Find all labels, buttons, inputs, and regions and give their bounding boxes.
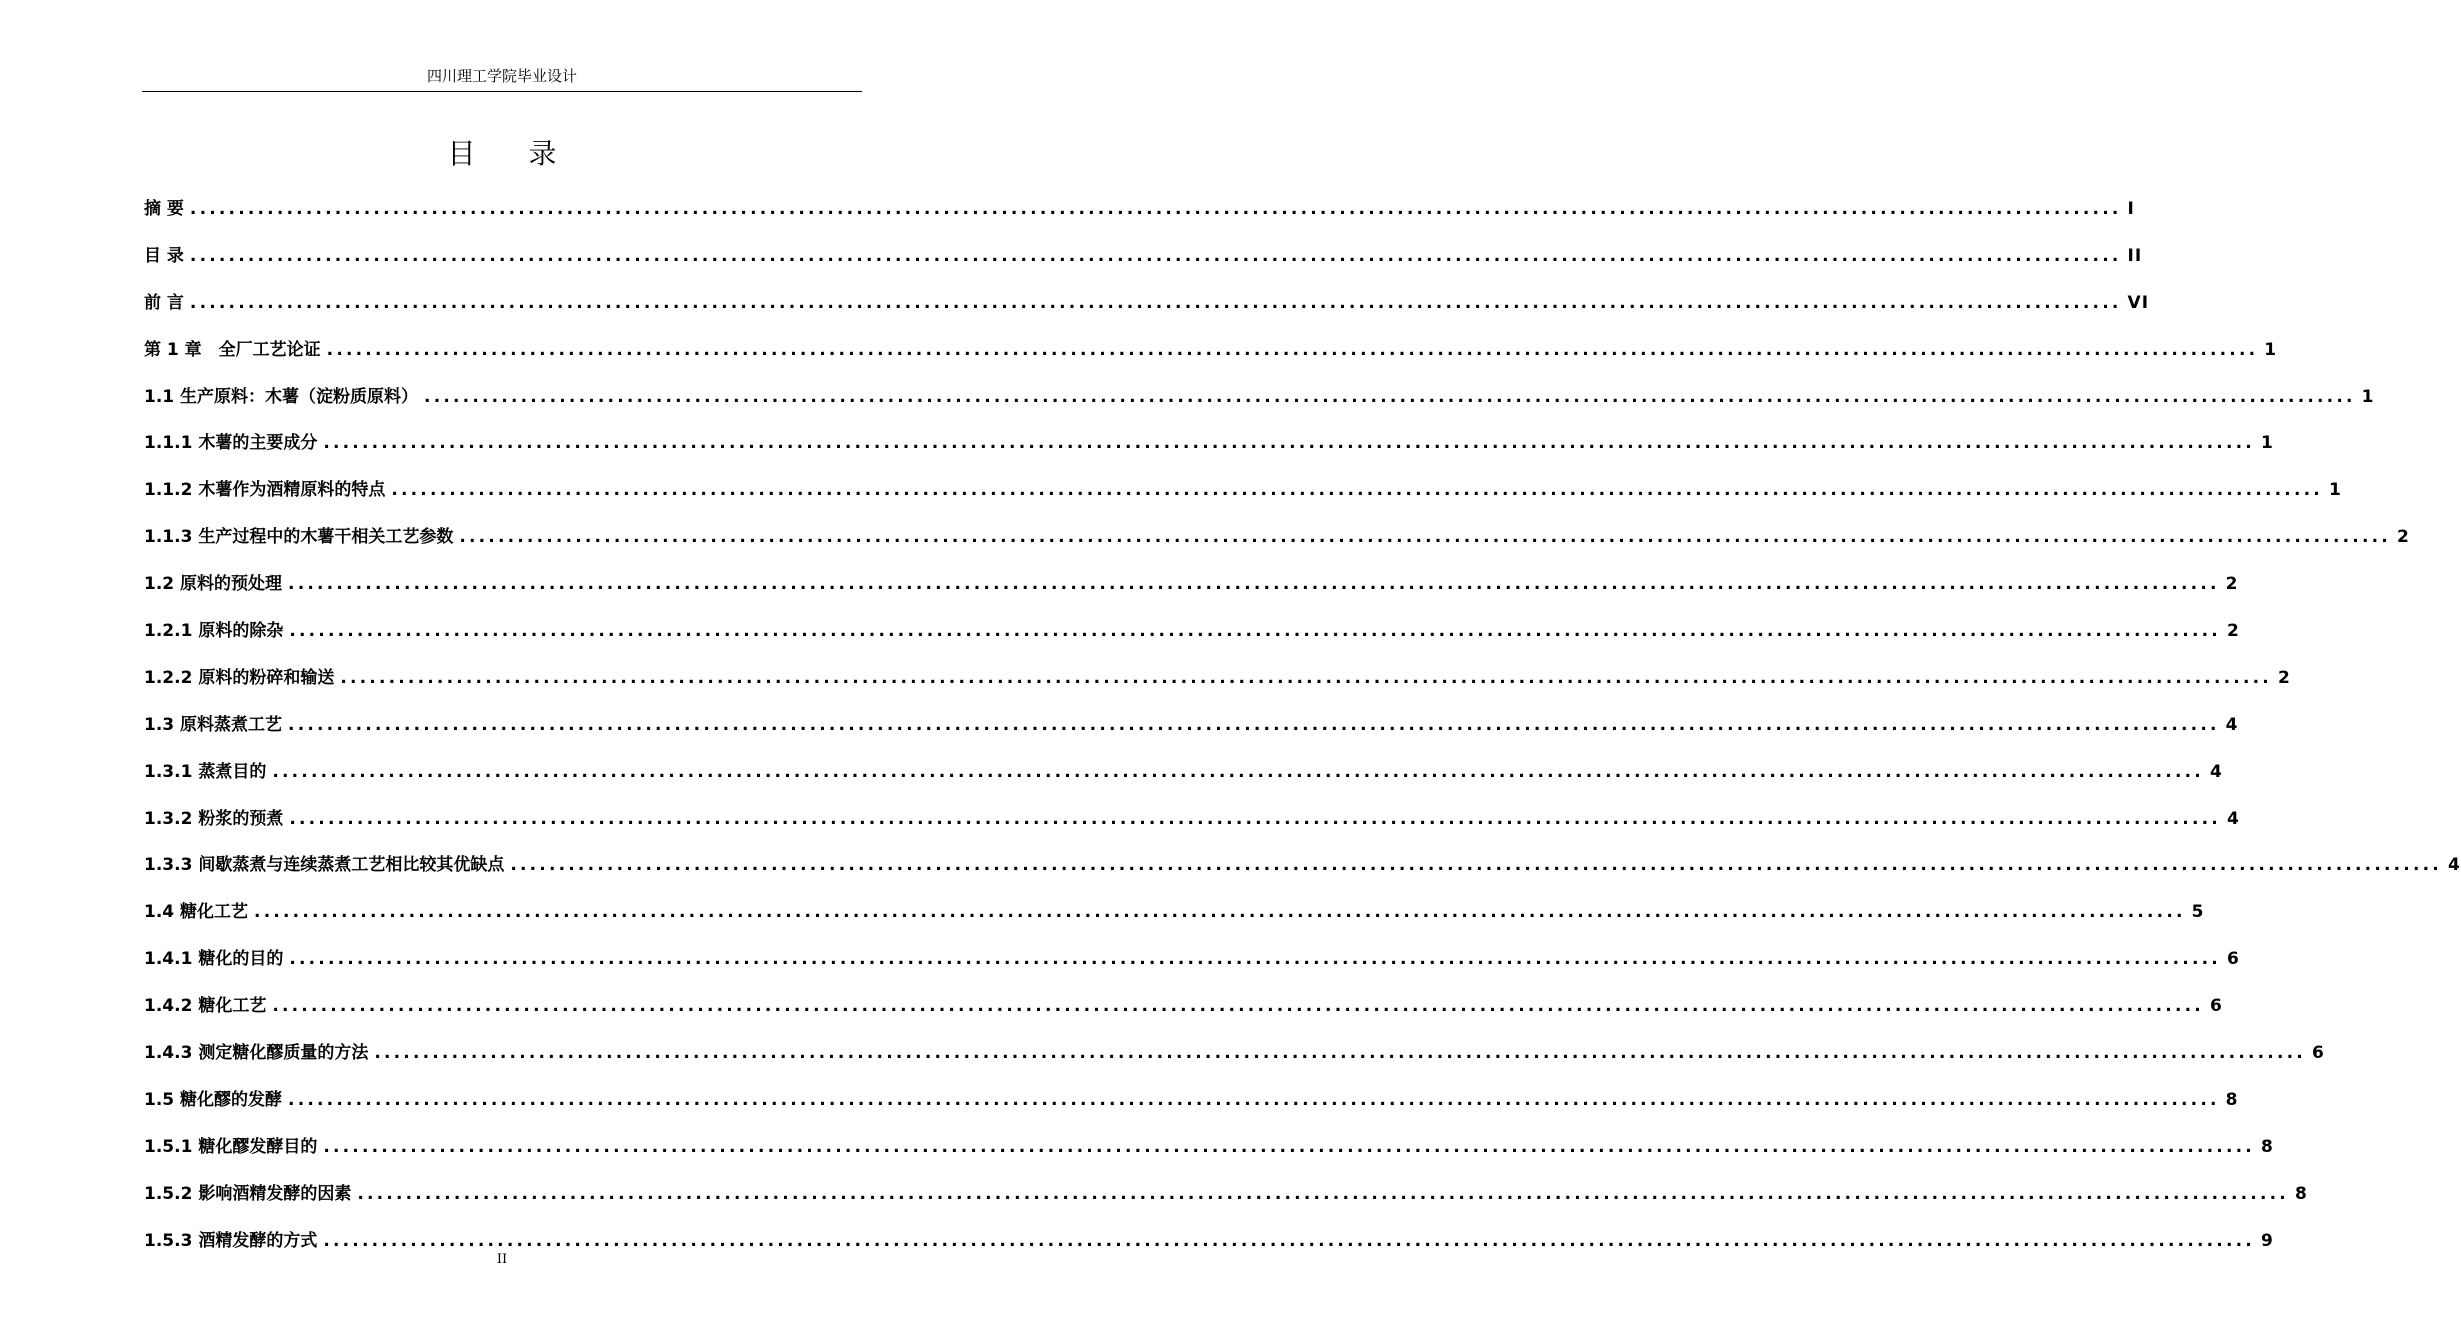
dot-leader: ........................................................................................................................................................................................................ xyxy=(189,245,2122,266)
toc-entry[interactable] xyxy=(144,522,2410,569)
page-header: 四川理工学院毕业设计 xyxy=(426,67,577,85)
dot-leader: ........................................................................................................................................................................................................ xyxy=(189,199,2122,219)
toc-entry[interactable] xyxy=(144,382,2375,429)
toc-entry-label: 1.1.1 木薯的主要成分 xyxy=(144,433,318,454)
toc-entry-page: 6 xyxy=(2311,1043,2325,1064)
toc-entry-label: 1.4.2 糖化工艺 xyxy=(144,996,267,1017)
dot-leader: ........................................................................................................................................................................................................ xyxy=(189,292,2122,313)
toc-entry[interactable] xyxy=(144,288,2150,335)
toc-entry-page: 6 xyxy=(2209,996,2223,1017)
dot-leader: ........................................................................................................................................................................................................ xyxy=(326,339,2259,360)
toc-entry[interactable] xyxy=(144,804,2240,851)
toc-entry-page: 1 xyxy=(2361,386,2375,407)
header-rule xyxy=(142,91,862,92)
toc-entry-label: 1.1 生产原料：木薯（淀粉质原料） xyxy=(144,386,419,407)
dot-leader: ........................................................................................................................................................................................................ xyxy=(374,1043,2306,1064)
toc-entry-page: 1 xyxy=(2328,480,2342,501)
toc-entry[interactable] xyxy=(144,710,2239,757)
toc-entry-label: 1.1.2 木薯作为酒精原料的特点 xyxy=(144,480,386,501)
toc-entry[interactable] xyxy=(144,757,2223,804)
toc-entry-label: 前 言 xyxy=(144,292,184,313)
toc-entry-label: 1.2.2 原料的粉碎和输送 xyxy=(144,667,335,688)
toc-entry-label: 1.5.2 影响酒精发酵的因素 xyxy=(144,1183,352,1204)
dot-leader: ........................................................................................................................................................................................................ xyxy=(272,761,2204,782)
toc-entry-label: 1.4 糖化工艺 xyxy=(144,902,249,923)
toc-entry-label: 摘 要 xyxy=(144,199,184,219)
toc-entry-page: 2 xyxy=(2226,621,2240,642)
toc-entry-page: 4 xyxy=(2225,714,2239,735)
dot-leader: ........................................................................................................................................................................................................ xyxy=(323,1136,2255,1157)
toc-entry[interactable] xyxy=(144,944,2240,991)
toc-entry[interactable] xyxy=(144,335,2278,382)
dot-leader: ........................................................................................................................................................................................................ xyxy=(254,902,2186,923)
dot-leader: ........................................................................................................................................................................................................ xyxy=(288,1089,2220,1110)
dot-leader: ........................................................................................................................................................................................................ xyxy=(289,808,2221,829)
toc-entry[interactable] xyxy=(144,475,2342,522)
toc-entry[interactable] xyxy=(144,1132,2274,1179)
dot-leader: ........................................................................................................................................................................................................ xyxy=(357,1183,2289,1204)
toc-entry-page: 1 xyxy=(2264,339,2278,360)
toc-entry-label: 1.5 糖化醪的发酵 xyxy=(144,1089,283,1110)
dot-leader: ........................................................................................................................................................................................................ xyxy=(424,386,2356,407)
dot-leader: ........................................................................................................................................................................................................ xyxy=(288,574,2220,595)
toc-entry-label: 1.3.3 间歇蒸煮与连续蒸煮工艺相比较其优缺点 xyxy=(144,855,505,876)
toc-entry[interactable] xyxy=(144,1085,2239,1132)
toc-entry-label: 目 录 xyxy=(144,245,184,266)
toc-entry-page: 6 xyxy=(2226,949,2240,970)
toc-entry-page: 2 xyxy=(2396,527,2410,548)
toc-entry-label: 1.3 原料蒸煮工艺 xyxy=(144,714,283,735)
toc-entry-page: 8 xyxy=(2260,1136,2274,1157)
dot-leader: ........................................................................................................................................................................................................ xyxy=(391,480,2323,501)
toc-entry-label: 1.2.1 原料的除杂 xyxy=(144,621,284,642)
toc-entry-page: 1 xyxy=(2260,433,2274,454)
dot-leader: ........................................................................................................................................................................................................ xyxy=(323,1230,2255,1251)
page-number: II xyxy=(496,1252,508,1267)
toc-entry-page: II xyxy=(2127,245,2143,266)
toc-entry-page: VI xyxy=(2127,292,2150,313)
toc-entry[interactable] xyxy=(144,897,2205,944)
toc-entry-page: 5 xyxy=(2191,902,2205,923)
dot-leader: ........................................................................................................................................................................................................ xyxy=(288,714,2220,735)
toc-title: 目 录 xyxy=(447,137,579,170)
toc-entry-page: 2 xyxy=(2225,574,2239,595)
toc-entry[interactable] xyxy=(144,663,2291,710)
toc-entry-page: I xyxy=(2127,199,2135,219)
toc-entry-label: 1.2 原料的预处理 xyxy=(144,574,283,595)
dot-leader: ........................................................................................................................................................................................................ xyxy=(272,996,2204,1017)
toc-entry[interactable] xyxy=(144,428,2274,475)
dot-leader: ........................................................................................................................................................................................................ xyxy=(340,667,2272,688)
dot-leader: ........................................................................................................................................................................................................ xyxy=(459,527,2391,548)
toc-entry[interactable] xyxy=(144,991,2223,1038)
toc-entry[interactable] xyxy=(144,194,2135,241)
toc-entry-page: 9 xyxy=(2260,1230,2274,1251)
toc-entry[interactable] xyxy=(144,850,2461,897)
toc-entry-label: 1.4.1 糖化的目的 xyxy=(144,949,284,970)
table-of-contents xyxy=(144,194,2461,1272)
toc-entry[interactable] xyxy=(144,241,2143,288)
toc-entry-label: 第 1 章 全厂工艺论证 xyxy=(144,339,321,360)
toc-entry-label: 1.3.1 蒸煮目的 xyxy=(144,761,267,782)
toc-entry-page: 4 xyxy=(2226,808,2240,829)
dot-leader: ........................................................................................................................................................................................................ xyxy=(510,855,2442,876)
toc-entry-label: 1.3.2 粉浆的预煮 xyxy=(144,808,284,829)
toc-entry-page: 4 xyxy=(2209,761,2223,782)
toc-entry-label: 1.5.3 酒精发酵的方式 xyxy=(144,1230,318,1251)
toc-entry-page: 8 xyxy=(2225,1089,2239,1110)
toc-entry-label: 1.1.3 生产过程中的木薯干相关工艺参数 xyxy=(144,527,454,548)
toc-entry-page: 2 xyxy=(2277,667,2291,688)
toc-entry[interactable] xyxy=(144,569,2239,616)
toc-entry-label: 1.4.3 测定糖化醪质量的方法 xyxy=(144,1043,369,1064)
dot-leader: ........................................................................................................................................................................................................ xyxy=(323,433,2255,454)
dot-leader: ........................................................................................................................................................................................................ xyxy=(289,621,2221,642)
toc-entry-page: 8 xyxy=(2294,1183,2308,1204)
dot-leader: ........................................................................................................................................................................................................ xyxy=(289,949,2221,970)
toc-entry-page: 4 xyxy=(2447,855,2461,876)
toc-entry[interactable] xyxy=(144,1038,2325,1085)
toc-entry[interactable] xyxy=(144,616,2240,663)
toc-entry[interactable] xyxy=(144,1179,2308,1226)
toc-entry-label: 1.5.1 糖化醪发酵目的 xyxy=(144,1136,318,1157)
